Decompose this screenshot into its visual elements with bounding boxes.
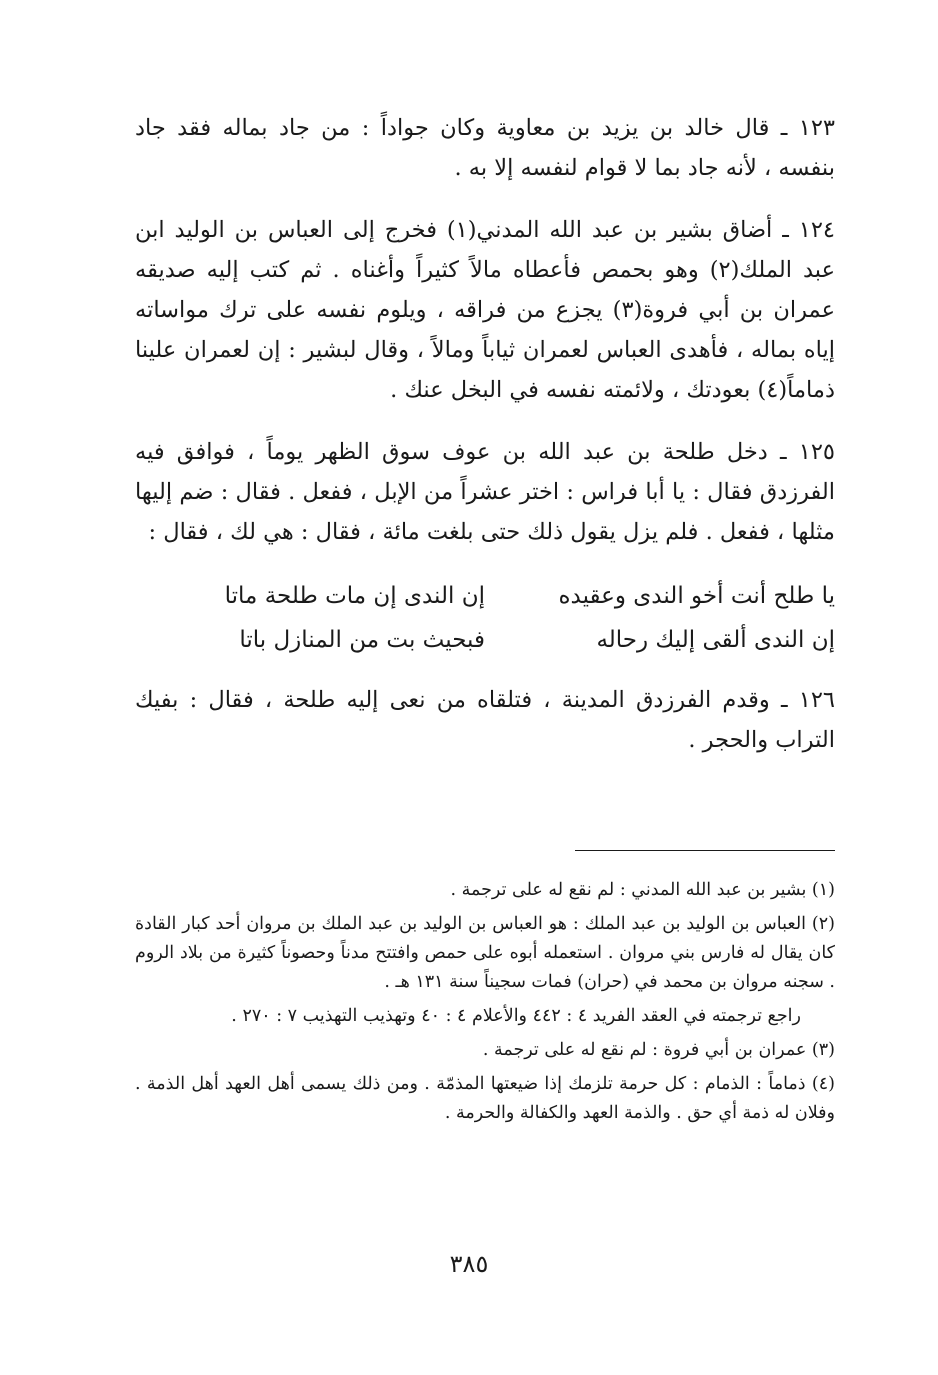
footnotes (135, 876, 835, 1133)
footnote-divider (575, 850, 835, 851)
verse-second-half: إن الندى إن مات طلحة ماتا (224, 583, 485, 609)
footnote-3: (٣) عمران بن أبي فروة : لم نقع له على ترجمة . (482, 1040, 835, 1060)
poem (135, 574, 835, 662)
main-text (135, 108, 835, 760)
poem-verse (165, 618, 835, 662)
footnote-2: (٢) العباس بن الوليد بن عبد الملك : هو العباس بن الوليد بن عبد الملك بن مروان أحد كبار القادة كان يقال له فارس بني مروان . استعمله أبوه على حمص وافتتح مدناً وحصوناً كثيرة من بلاد الروم . سجنه مروان بن محمد في (حران) فمات سجيناً سنة ١٣١ هـ . (135, 914, 835, 992)
poem-verse (165, 574, 835, 618)
page-number: ٣٨٥ (449, 1250, 489, 1278)
paragraph-125: ١٢٥ ـ دخل طلحة بن عبد الله بن عوف سوق الظهر يوماً ، فوافق فيه الفرزدق فقال : يا أبا فراس : اختر عشراً من الإبل ، ففعل . فقال : ضم إليها مثلها ، ففعل . فلم يزل يقول ذلك حتى بلغت مائة ، فقال : هي لك ، فقال : (135, 439, 835, 545)
footnote-2-reference: راجع ترجمته في العقد الفريد ٤ : ٤٤٢ والأعلام ٤ : ٤٠ وتهذيب التهذيب ٧ : ٢٧٠ . (231, 1006, 801, 1026)
paragraph-126: ١٢٦ ـ وقدم الفرزدق المدينة ، فتلقاه من نعى إليه طلحة ، فقال : بفيك التراب والحجر . (135, 687, 835, 753)
verse-first-half: يا طلح أنت أخو الندى وعقيده (558, 583, 835, 609)
verse-second-half: فبحيث بت من المنازل باتا (239, 627, 485, 653)
verse-first-half: إن الندى ألقى إليك رحاله (596, 627, 835, 653)
footnote-1: (١) بشير بن عبد الله المدني : لم نقع له على ترجمة . (450, 880, 835, 900)
paragraph-124: ١٢٤ ـ أضاق بشير بن عبد الله المدني(١) فخرج إلى العباس بن الوليد ابن عبد الملك(٢) وهو بحمص فأعطاه مالاً كثيراً وأغناه . ثم كتب إليه صديقه عمران بن أبي فروة(٣) يجزع من فراقه ، ويلوم نفسه على ترك مواساته إياه بماله ، فأهدى العباس لعمران ثياباً ومالاً ، وقال لبشير : إن لعمران علينا ذماماً(٤) بعودتك ، ولائمته نفسه في البخل عنك . (135, 217, 835, 403)
footnote-4: (٤) ذماماً : الذمام : كل حرمة تلزمك إذا ضيعتها المذمّة . ومن ذلك يسمى أهل العهد أهل الذمة . وفلان له ذمة أي حق . والذمة العهد والكفالة والحرمة . (135, 1074, 835, 1123)
paragraph-123: ١٢٣ ـ قال خالد بن يزيد بن معاوية وكان جواداً : من جاد بماله فقد جاد بنفسه ، لأنه جاد بما لا قوام لنفسه إلا به . (135, 115, 835, 181)
